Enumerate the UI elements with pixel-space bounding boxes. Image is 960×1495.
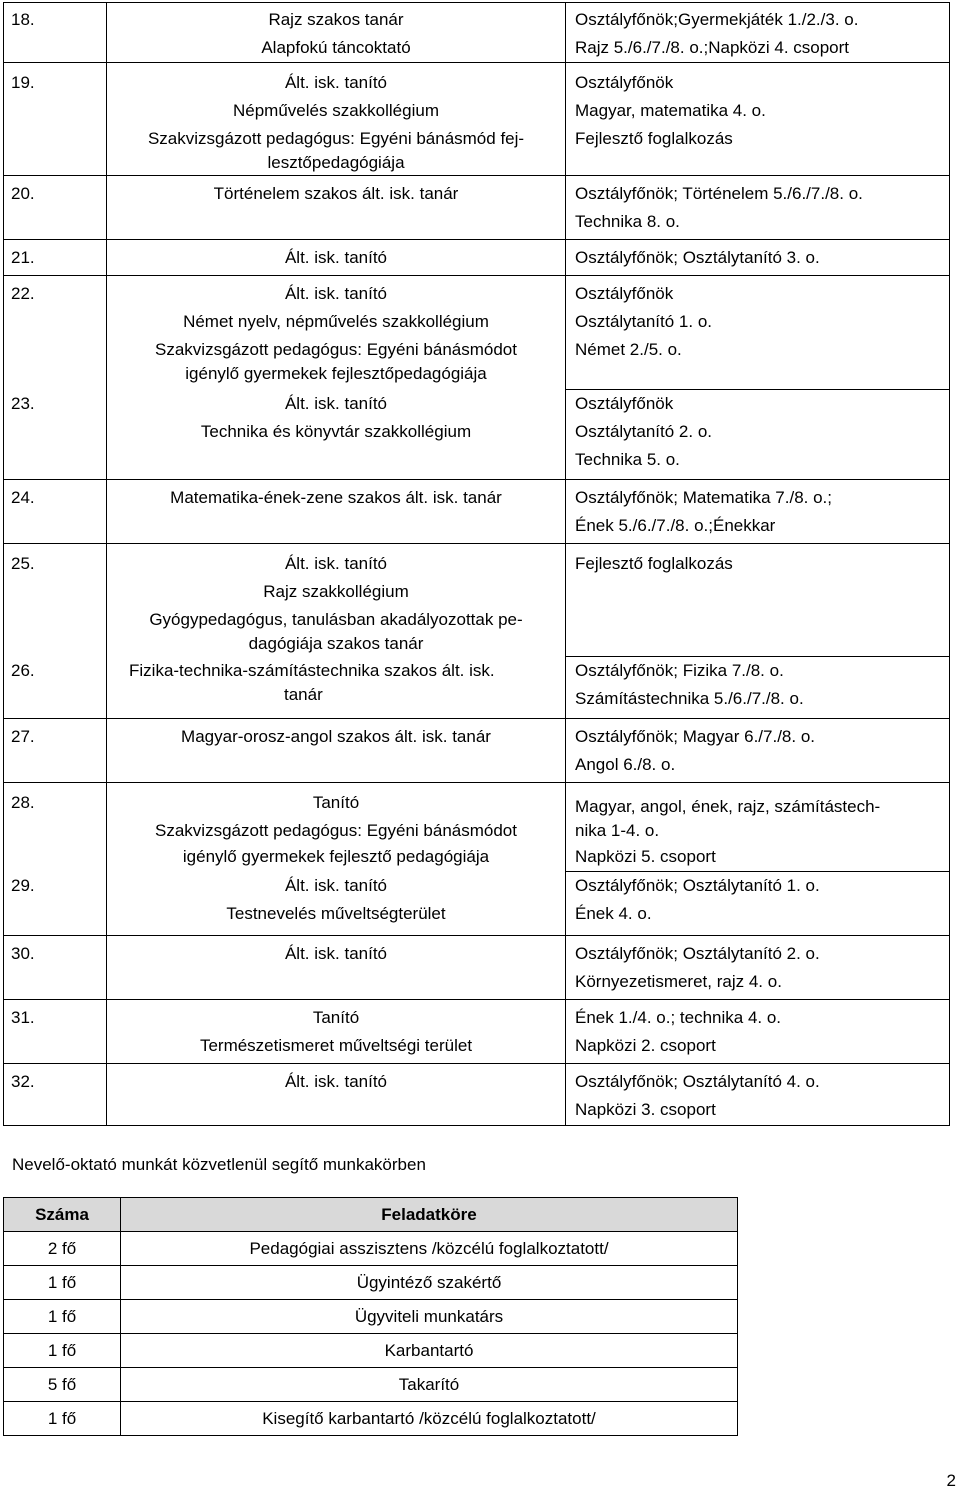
staff-role: Ügyviteli munkatárs xyxy=(121,1300,738,1334)
row-number: 18. xyxy=(4,3,107,63)
row-number: 21. xyxy=(4,240,107,276)
qualification-cell xyxy=(107,1000,566,1064)
qualification-line: Szakvizsgázott pedagógus: Egyéni bánásmódot xyxy=(155,340,517,359)
qualification-line: Történelem szakos ált. isk. tanár xyxy=(213,184,459,203)
qualification-line: Tanító xyxy=(312,1008,360,1027)
qualification-line: Természetismeret műveltségi terület xyxy=(199,1036,473,1055)
support-row xyxy=(4,1368,738,1402)
staff-count: 1 fő xyxy=(4,1402,121,1436)
qualification-line: lesztőpedagógiája xyxy=(267,153,405,172)
assignment-line: Fejlesztő foglalkozás xyxy=(575,554,733,573)
assignment-cell xyxy=(566,240,950,276)
qualification-line: Ált. isk. tanító xyxy=(284,284,388,303)
staff-count: 1 fő xyxy=(4,1334,121,1368)
assignment-line: Ének 5./6./7./8. o.;Énekkar xyxy=(575,516,776,535)
staff-role: Takarító xyxy=(121,1368,738,1402)
assignment-cell xyxy=(566,276,950,390)
staff-row xyxy=(4,176,950,240)
assignment-cell xyxy=(566,783,950,872)
staff-role: Kisegítő karbantartó /közcélú foglalkoztatott/ xyxy=(121,1402,738,1436)
qualification-line: Magyar-orosz-angol szakos ált. isk. tanár xyxy=(181,727,491,746)
qualification-line: igénylő gyermekek fejlesztőpedagógiája xyxy=(185,364,487,383)
row-number: 32. xyxy=(4,1064,107,1126)
support-row xyxy=(4,1334,738,1368)
staff-role: Ügyintéző szakértő xyxy=(121,1266,738,1300)
support-table-header xyxy=(4,1198,738,1232)
staff-row xyxy=(4,63,950,176)
staff-count: 1 fő xyxy=(4,1300,121,1334)
row-number: 29. xyxy=(4,872,107,936)
staff-count: 2 fő xyxy=(4,1232,121,1266)
qualification-line: tanár xyxy=(284,684,323,704)
qualification-cell xyxy=(107,936,566,1000)
row-number: 19. xyxy=(4,63,107,176)
assignment-line: Osztálytanító 2. o. xyxy=(575,422,713,441)
assignment-cell xyxy=(566,63,950,176)
qualification-line: Alapfokú táncoktató xyxy=(261,38,411,57)
qualification-line: Rajz szakkollégium xyxy=(263,582,409,601)
staff-table xyxy=(3,2,950,1126)
qualification-line: Gyógypedagógus, tanulásban akadályozottak pe- xyxy=(149,610,523,629)
qualification-line: Matematika-ének-zene szakos ált. isk. tanár xyxy=(170,488,502,507)
row-number: 30. xyxy=(4,936,107,1000)
role-column-header: Feladatköre xyxy=(121,1198,738,1232)
qualification-cell xyxy=(107,1064,566,1126)
assignment-line: nika 1-4. o. xyxy=(575,821,660,840)
assignment-line: Osztályfőnök xyxy=(575,394,674,413)
count-column-header: Száma xyxy=(4,1198,121,1232)
staff-row xyxy=(4,390,950,480)
assignment-cell xyxy=(566,544,950,657)
assignment-cell xyxy=(566,390,950,480)
assignment-line: Technika 8. o. xyxy=(575,212,680,231)
qualification-cell xyxy=(107,783,566,872)
support-row xyxy=(4,1266,738,1300)
staff-row xyxy=(4,936,950,1000)
qualification-line: Tanító xyxy=(312,793,360,812)
qualification-line: Ált. isk. tanító xyxy=(284,1072,388,1091)
row-number: 24. xyxy=(4,480,107,544)
qualification-line: dagógiája szakos tanár xyxy=(248,634,424,653)
staff-row xyxy=(4,657,950,719)
qualification-line: igénylő gyermekek fejlesztő pedagógiája xyxy=(182,847,490,866)
qualification-cell xyxy=(107,544,566,657)
assignment-cell xyxy=(566,1000,950,1064)
qualification-cell xyxy=(107,872,566,936)
qualification-line: Népművelés szakkollégium xyxy=(233,101,439,120)
qualification-line: Német nyelv, népművelés szakkollégium xyxy=(183,312,489,331)
assignment-line: Fejlesztő foglalkozás xyxy=(575,129,733,148)
assignment-line: Német 2./5. o. xyxy=(575,340,682,359)
support-row xyxy=(4,1402,738,1436)
qualification-line: Ált. isk. tanító xyxy=(284,554,388,573)
assignment-line: Napközi 2. csoport xyxy=(575,1036,716,1055)
row-number: 31. xyxy=(4,1000,107,1064)
assignment-line: Osztályfőnök; Osztálytanító 2. o. xyxy=(575,944,820,963)
support-row xyxy=(4,1300,738,1334)
row-number: 27. xyxy=(4,719,107,783)
qualification-cell xyxy=(107,63,566,176)
qualification-line: Ált. isk. tanító xyxy=(284,875,388,895)
staff-role: Pedagógiai asszisztens /közcélú foglalkoztatott/ xyxy=(121,1232,738,1266)
assignment-line: Osztályfőnök; Osztálytanító 3. o. xyxy=(575,248,820,267)
qualification-cell xyxy=(107,176,566,240)
assignment-line: Ének 4. o. xyxy=(575,904,652,923)
staff-row xyxy=(4,276,950,390)
row-number: 28. xyxy=(4,783,107,872)
qualification-line: Technika és könyvtár szakkollégium xyxy=(200,421,472,441)
assignment-line: Ének 1./4. o.; technika 4. o. xyxy=(575,1008,782,1027)
staff-row xyxy=(4,240,950,276)
qualification-line: Ált. isk. tanító xyxy=(284,73,388,92)
qualification-line: Szakvizsgázott pedagógus: Egyéni bánásmódot xyxy=(155,821,517,840)
assignment-line: Rajz 5./6./7./8. o.;Napközi 4. csoport xyxy=(575,38,850,57)
assignment-line: Osztályfőnök; Történelem 5./6./7./8. o. xyxy=(575,184,863,203)
assignment-line: Osztályfőnök;Gyermekjáték 1./2./3. o. xyxy=(575,10,859,29)
assignment-line: Napközi 5. csoport xyxy=(575,847,716,866)
staff-row xyxy=(4,872,950,936)
assignment-line: Osztályfőnök; Matematika 7./8. o.; xyxy=(575,488,833,507)
assignment-line: Osztályfőnök xyxy=(575,73,674,92)
assignment-line: Osztályfőnök; Fizika 7./8. o. xyxy=(575,661,784,680)
page-number: 2 xyxy=(946,1471,956,1490)
assignment-cell xyxy=(566,657,950,719)
staff-row xyxy=(4,1064,950,1126)
assignment-line: Számítástechnika 5./6./7./8. o. xyxy=(575,689,804,708)
staff-row xyxy=(4,544,950,657)
assignment-line: Magyar, angol, ének, rajz, számítástech- xyxy=(575,797,881,816)
qualification-cell xyxy=(107,480,566,544)
staff-row xyxy=(4,719,950,783)
staff-row xyxy=(4,783,950,872)
assignment-line: Osztálytanító 1. o. xyxy=(575,312,713,331)
staff-count: 1 fő xyxy=(4,1266,121,1300)
assignment-cell xyxy=(566,176,950,240)
qualification-line: Ált. isk. tanító xyxy=(284,393,388,413)
qualification-cell xyxy=(107,240,566,276)
assignment-cell xyxy=(566,936,950,1000)
qualification-line: Fizika-technika-számítástechnika szakos ált. isk. xyxy=(129,660,495,680)
support-section-title: Nevelő-oktató munkát közvetlenül segítő munkakörben xyxy=(12,1155,426,1174)
assignment-line: Osztályfőnök; Osztálytanító 4. o. xyxy=(575,1072,820,1091)
qualification-line: Rajz szakos tanár xyxy=(268,10,404,29)
assignment-line: Angol 6./8. o. xyxy=(575,755,676,774)
assignment-line: Osztályfőnök xyxy=(575,284,674,303)
row-number: 22. xyxy=(4,276,107,390)
assignment-line: Osztályfőnök; Magyar 6./7./8. o. xyxy=(575,727,816,746)
assignment-cell xyxy=(566,719,950,783)
qualification-cell xyxy=(107,719,566,783)
row-number: 20. xyxy=(4,176,107,240)
qualification-cell xyxy=(107,3,566,63)
qualification-cell xyxy=(107,657,566,719)
support-row xyxy=(4,1232,738,1266)
row-number: 26. xyxy=(4,657,107,719)
qualification-cell xyxy=(107,390,566,480)
staff-row xyxy=(4,3,950,63)
assignment-line: Napközi 3. csoport xyxy=(575,1100,716,1119)
qualification-cell xyxy=(107,276,566,390)
assignment-cell xyxy=(566,480,950,544)
assignment-line: Környezetismeret, rajz 4. o. xyxy=(575,972,782,991)
assignment-cell xyxy=(566,1064,950,1126)
qualification-line: Szakvizsgázott pedagógus: Egyéni bánásmód fej- xyxy=(147,129,525,148)
staff-row xyxy=(4,480,950,544)
staff-role: Karbantartó xyxy=(121,1334,738,1368)
assignment-cell xyxy=(566,872,950,936)
assignment-cell xyxy=(566,3,950,63)
support-staff-table xyxy=(3,1197,738,1436)
qualification-line: Ált. isk. tanító xyxy=(284,944,388,963)
row-number: 25. xyxy=(4,544,107,657)
assignment-line: Technika 5. o. xyxy=(575,450,680,469)
qualification-line: Ált. isk. tanító xyxy=(284,248,388,267)
assignment-line: Osztályfőnök; Osztálytanító 1. o. xyxy=(575,876,820,895)
staff-count: 5 fő xyxy=(4,1368,121,1402)
row-number: 23. xyxy=(4,390,107,480)
staff-row xyxy=(4,1000,950,1064)
assignment-line: Magyar, matematika 4. o. xyxy=(575,101,766,120)
qualification-line: Testnevelés műveltségterület xyxy=(226,903,446,923)
